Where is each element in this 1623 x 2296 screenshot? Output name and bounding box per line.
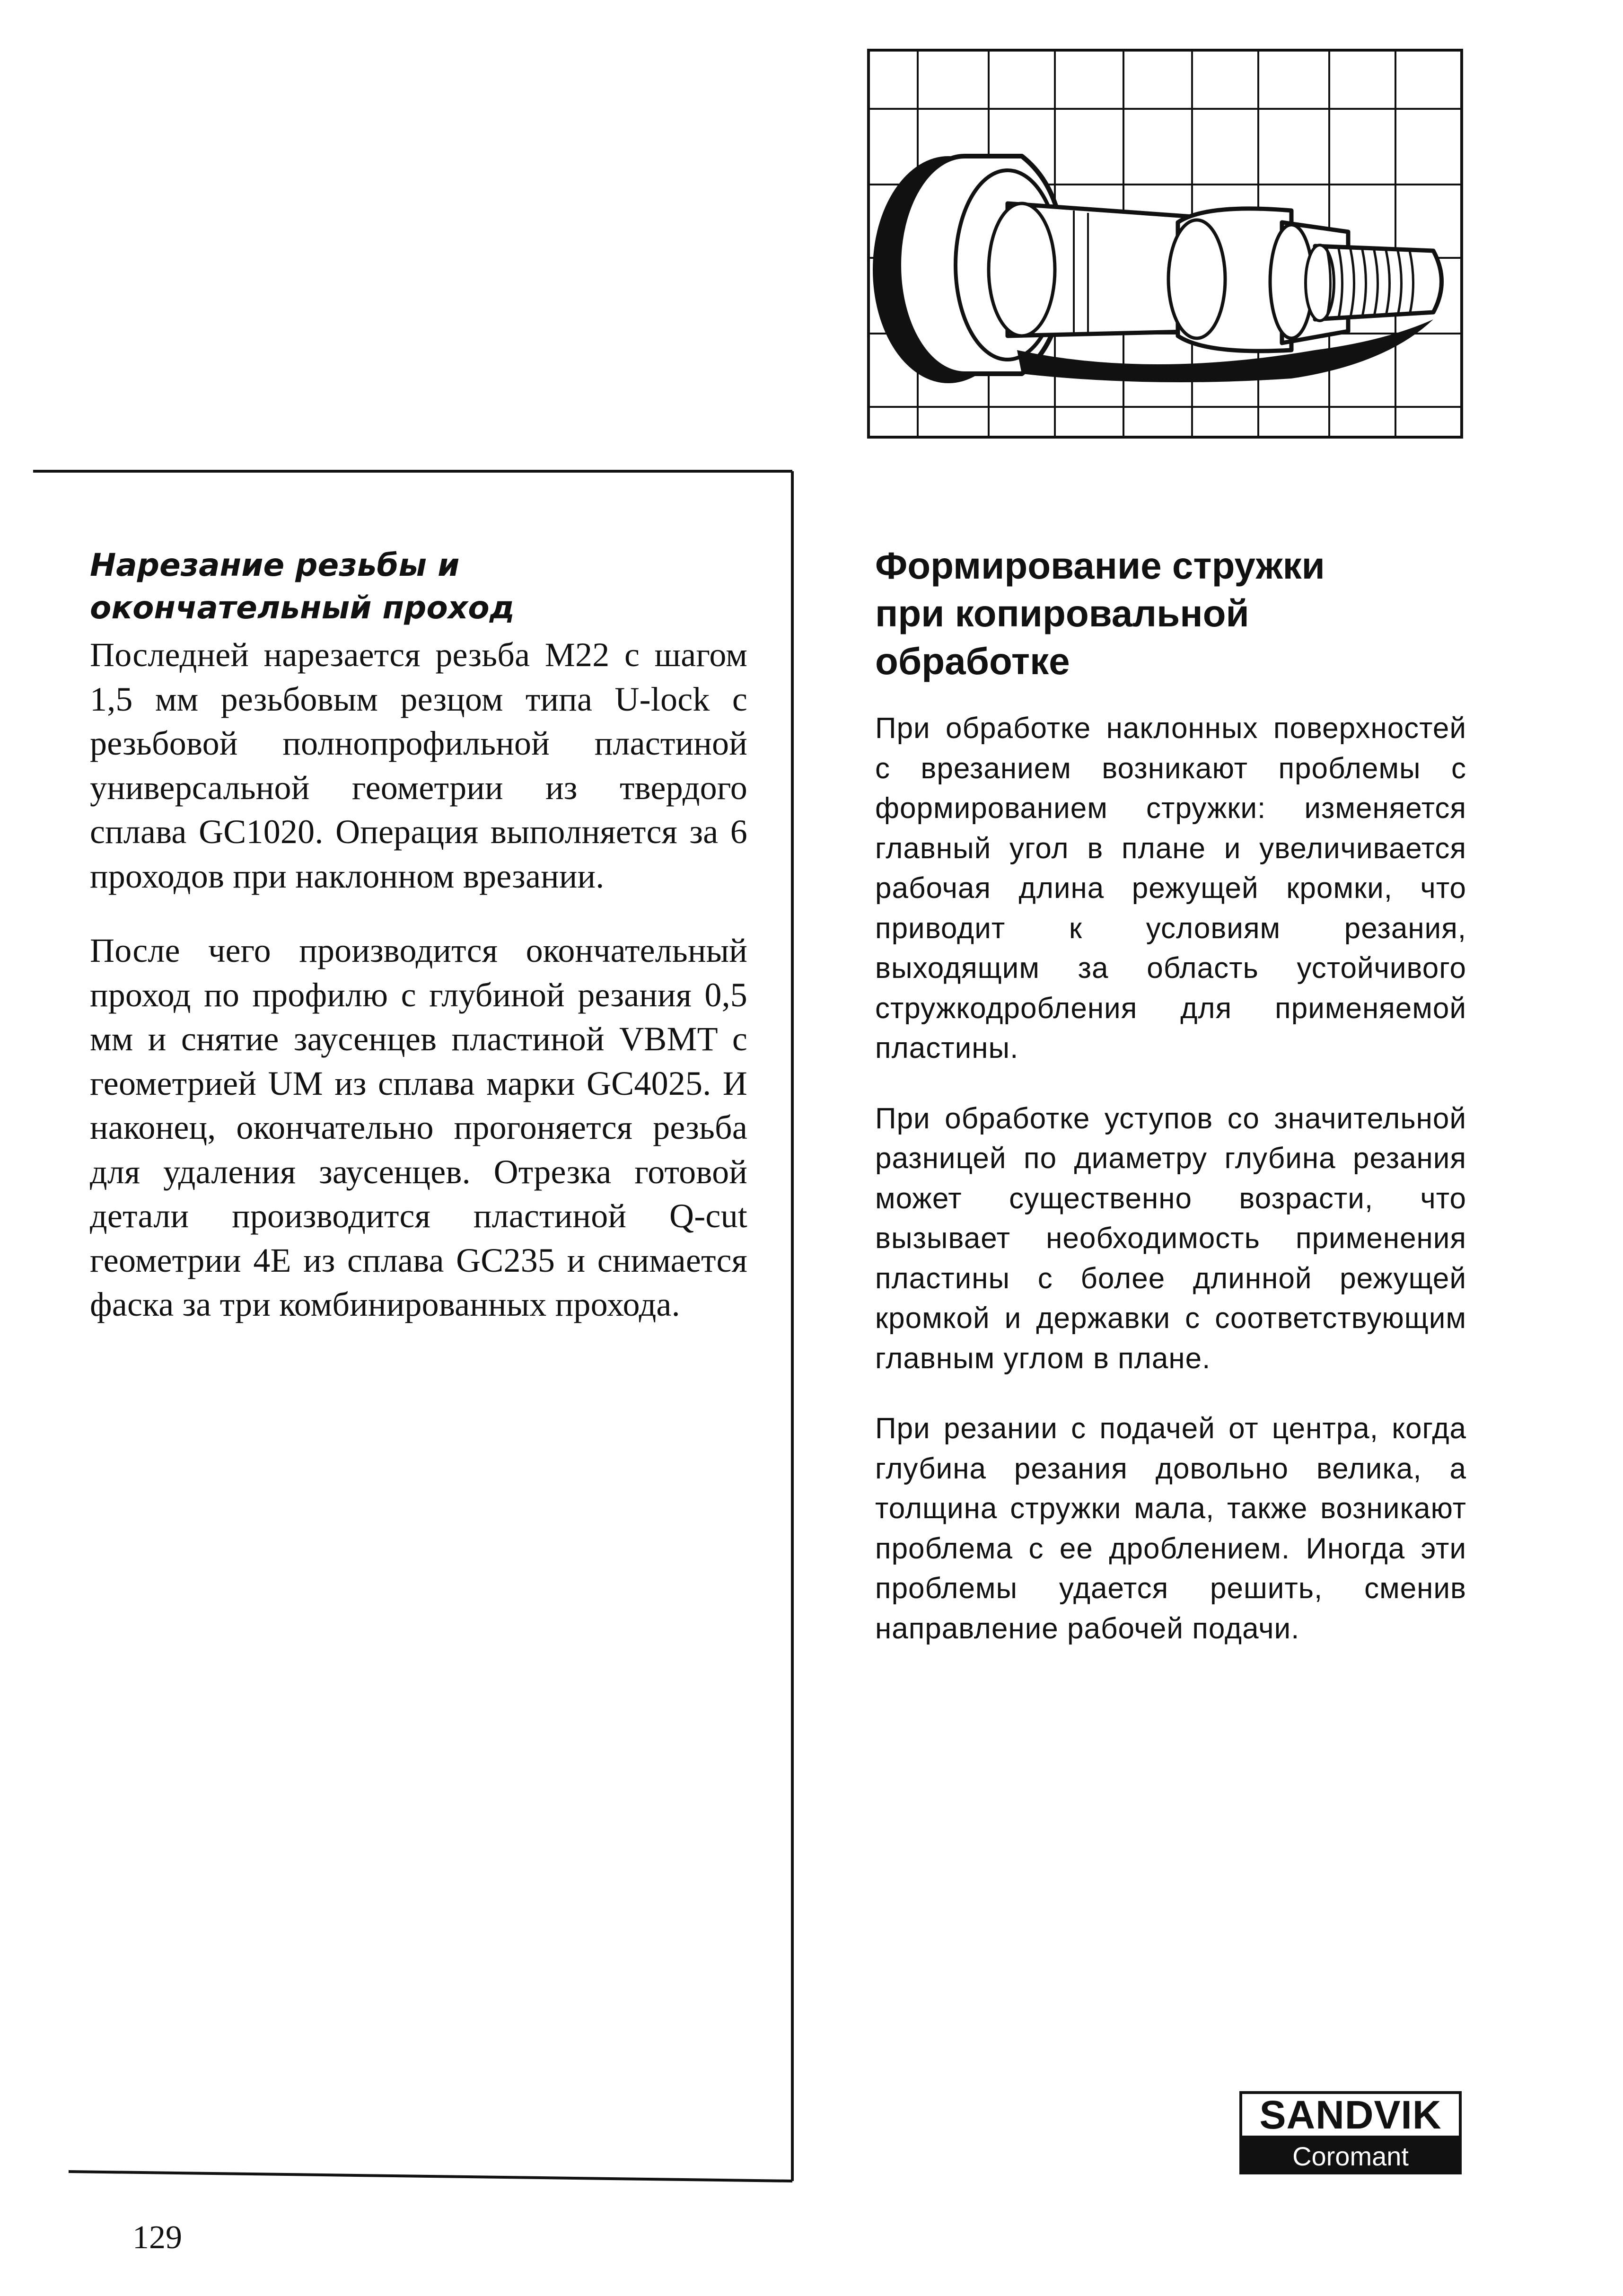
section-heading-chip-formation: [875, 542, 1466, 685]
heading-line: Формирование стружки: [875, 545, 1325, 587]
paragraph: При резании с подачей от центра, когда глубина резания довольно велика, а толщина стружки мала, также возникают проблема с ее дроблением. Иногда эти проблемы удается решить, сменив направление рабочей подачи.: [875, 1412, 1466, 1645]
threaded-shaft-illustration: [866, 47, 1466, 445]
heading-line: при копировальной: [875, 592, 1249, 634]
logo-subbrand: Coromant: [1239, 2138, 1462, 2174]
paragraph: При обработке наклонных поверхностей с врезанием возникают проблемы с формированием стружки: изменяется главный угол в плане и увеличивается рабочая длина режущей кромки, что приводит к условиям резания, выходящим за область устойчивого стружкодробления для применяемой пластины.: [875, 712, 1466, 1064]
left-column: [90, 544, 747, 1357]
logo-brand: SANDVIK: [1239, 2091, 1462, 2138]
right-column: [875, 542, 1466, 1679]
paragraph: При обработке уступов со значительной разницей по диаметру глубина резания может существенно возрасти, что вызывает необходимость применения пластины с более длинной режущей кромкой и державки с соответствующим главным углом в плане.: [875, 1102, 1466, 1375]
sandvik-coromant-logo: [1239, 2091, 1462, 2176]
paragraph: Последней нарезается резьба М22 с шагом 1,5 мм резьбовым резцом типа U-lock с резьбовой полнопрофильной пластиной универсальной геометрии из твердого сплава GC1020. Операция выполняется за 6 проходов при наклонном врезании.: [90, 636, 747, 895]
page-number: 129: [132, 2219, 182, 2256]
heading-line: Нарезание резьбы и: [90, 547, 460, 583]
section-heading-threading: [90, 544, 747, 629]
heading-line: обработке: [875, 640, 1070, 682]
shaft-part-drawing: [873, 156, 1442, 383]
paragraph: После чего производится окончательный проход по профилю с глубиной резания 0,5 мм и снятие заусенцев пластиной VBMT с геометрией UM из сплава марки GC4025. И наконец, окончательно прогоняется резьба для удаления заусенцев. Отрезка готовой детали производится пластиной Q-cut геометрии 4E из сплава GC235 и снимается фаска за три комбинированных прохода.: [90, 932, 747, 1323]
heading-line: окончательный проход: [90, 589, 515, 626]
